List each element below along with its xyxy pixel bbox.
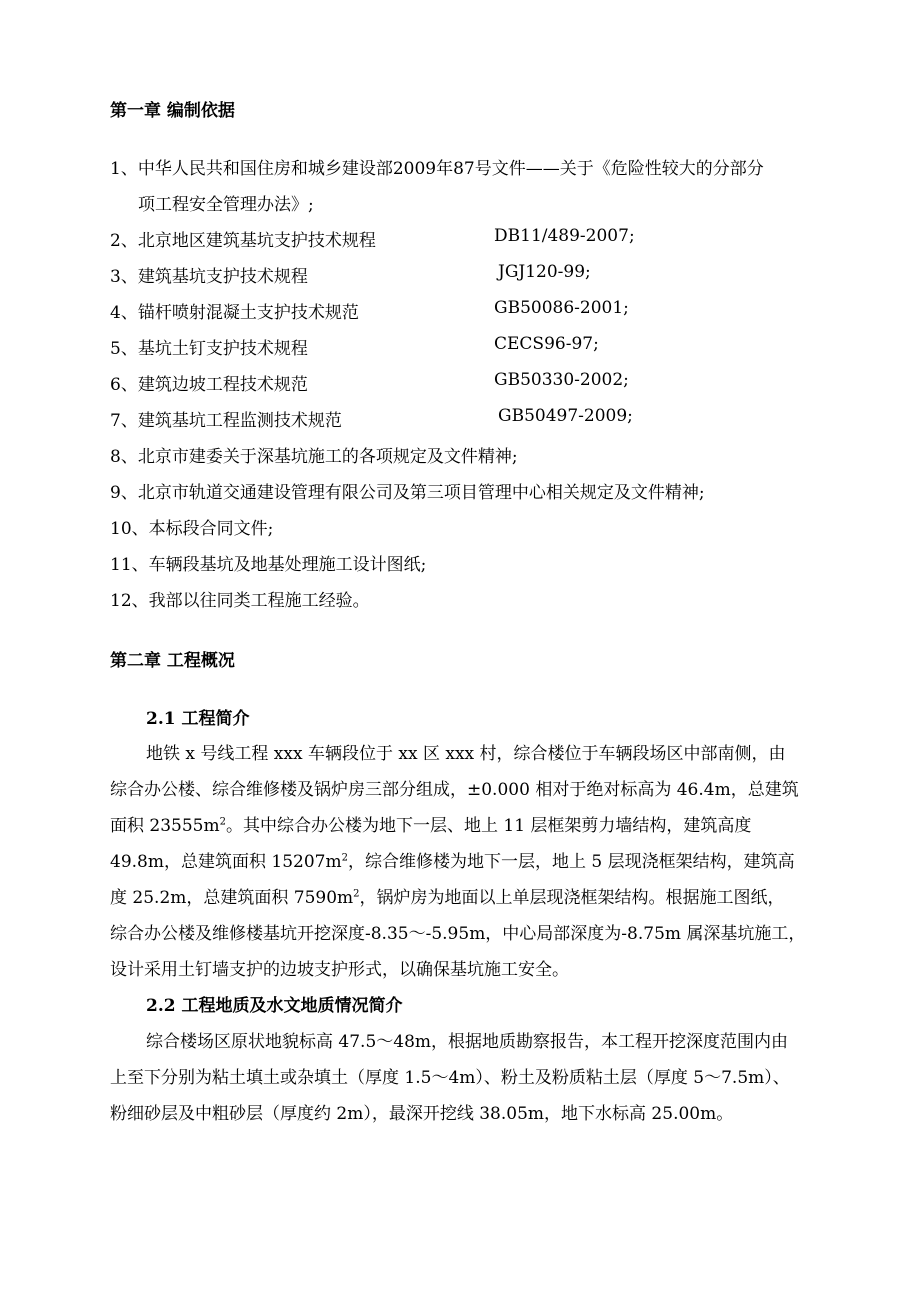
paragraph-line (110, 883, 785, 908)
paragraph-line: 粉细砂层及中粗砂层（厚度约 2m），最深开挖线 38.05m，地下水标高 25.00m。 (110, 1104, 734, 1124)
item-text: 建筑基坑支护技术规程 (137, 267, 308, 287)
item-number: 2、 (110, 231, 138, 251)
standard-code: DB11/489-2007; (494, 226, 635, 246)
item-number: 9、 (110, 483, 138, 503)
basis-item-9 (110, 478, 705, 503)
chapter-1-title: 第一章 编制依据 (110, 101, 235, 121)
superscript: 2 (353, 888, 360, 900)
standard-code: GB50086-2001; (494, 298, 629, 318)
item-number: 7、 (110, 411, 138, 431)
basis-item-4 (110, 298, 629, 323)
chapter-2-title: 第二章 工程概况 (110, 651, 235, 671)
item-text: 本标段合同文件; (148, 519, 274, 539)
text-run: ，综合维修楼为地下一层，地上 5 层现浇框架结构，建筑高 (347, 852, 795, 872)
basis-item-5 (110, 334, 599, 359)
item-text: 锚杆喷射混凝土支护技术规范 (137, 303, 359, 323)
basis-item-2 (110, 226, 635, 251)
item-text: 我部以往同类工程施工经验。 (148, 591, 370, 611)
item-text: 基坑土钉支护技术规程 (137, 339, 308, 359)
item-text: 建筑基坑工程监测技术规范 (137, 411, 342, 431)
section-2-1-title: 2.1 工程简介 (146, 709, 250, 729)
paragraph-line: 上至下分别为粘土填土或杂填土（厚度 1.5～4m）、粉土及粉质粘土层（厚度 5～7.5m）、 (110, 1068, 790, 1088)
standard-code: GB50330-2002; (494, 370, 629, 390)
paragraph-line: 综合办公楼及维修楼基坑开挖深度-8.35～-5.95m，中心局部深度为-8.75m 属深基坑施工， (110, 924, 806, 944)
item-number: 11、 (110, 555, 149, 575)
item-number: 8、 (110, 447, 138, 467)
basis-item-7 (110, 406, 633, 431)
standard-code: JGJ120-99; (498, 262, 591, 282)
basis-item-10 (110, 514, 273, 539)
item-text: 建筑边坡工程技术规范 (137, 375, 308, 395)
item-number: 5、 (110, 339, 138, 359)
text-run: ，锅炉房为地面以上单层现浇框架结构。根据施工图纸， (359, 888, 785, 908)
text-run: 面积 23555m (110, 816, 220, 836)
item-number: 6、 (110, 375, 138, 395)
text-run: 49.8m，总建筑面积 15207m (110, 852, 342, 872)
text-run: 度 25.2m，总建筑面积 7590m (110, 888, 354, 908)
item-number: 12、 (110, 591, 149, 611)
basis-item-3 (110, 262, 591, 287)
superscript: 2 (219, 816, 226, 828)
section-2-2-title: 2.2 工程地质及水文地质情况简介 (146, 996, 403, 1016)
basis-item-6 (110, 370, 629, 395)
standard-code: GB50497-2009; (498, 406, 633, 426)
standard-code: CECS96-97; (494, 334, 599, 354)
text-run: 。其中综合办公楼为地下一层、地上 11 层框架剪力墙结构，建筑高度 (225, 816, 752, 836)
item-text: 中华人民共和国住房和城乡建设部2009年87号文件——关于《危险性较大的分部分 (137, 159, 764, 179)
paragraph-line: 综合楼场区原状地貌标高 47.5～48m，根据地质勘察报告，本工程开挖深度范围内由 (146, 1032, 789, 1052)
item-number: 10、 (110, 519, 149, 539)
basis-item-8 (110, 442, 518, 467)
item-text: 北京市轨道交通建设管理有限公司及第三项目管理中心相关规定及文件精神; (137, 483, 705, 503)
item-number: 1、 (110, 159, 138, 179)
item-text: 北京市建委关于深基坑施工的各项规定及文件精神; (137, 447, 518, 467)
paragraph-line (110, 811, 751, 836)
paragraph-line: 设计采用土钉墙支护的边坡支护形式，以确保基坑施工安全。 (110, 960, 569, 980)
item-text: 北京地区建筑基坑支护技术规程 (137, 231, 376, 251)
basis-item-11 (110, 550, 426, 575)
superscript: 2 (341, 852, 348, 864)
item-text: 车辆段基坑及地基处理施工设计图纸; (148, 555, 427, 575)
item-number: 3、 (110, 267, 138, 287)
basis-item-12 (110, 586, 370, 611)
basis-item-1 (110, 154, 764, 179)
paragraph-line: 地铁 x 号线工程 xxx 车辆段位于 xx 区 xxx 村，综合楼位于车辆段场区中部南侧，由 (146, 744, 786, 764)
item-number: 4、 (110, 303, 138, 323)
basis-item-1-continuation: 项工程安全管理办法》; (138, 195, 314, 215)
paragraph-line: 综合办公楼、综合维修楼及锅炉房三部分组成，±0.000 相对于绝对标高为 46.4m，总建筑 (110, 780, 799, 800)
paragraph-line (110, 847, 795, 872)
